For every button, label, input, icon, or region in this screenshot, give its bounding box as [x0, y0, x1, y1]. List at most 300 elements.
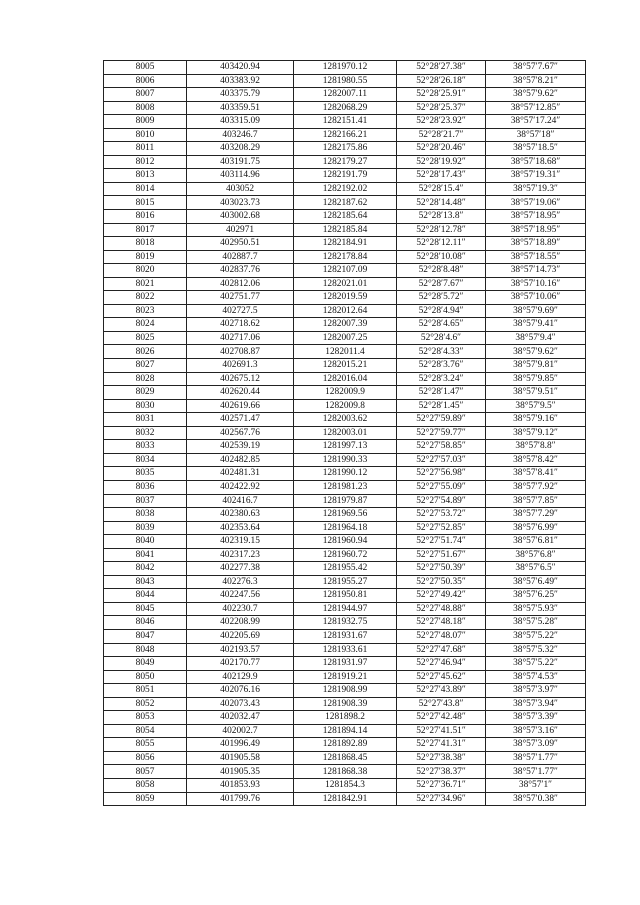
x-coordinate-cell: 402319.15: [187, 535, 294, 549]
y-coordinate-cell: 1281908.99: [294, 684, 397, 698]
latitude-cell: 52°27′54.89″: [397, 494, 486, 508]
y-coordinate-cell: 1281944.97: [294, 602, 397, 616]
latitude-cell: 52°28′20.46″: [397, 142, 486, 156]
y-coordinate-cell: 1281868.38: [294, 765, 397, 779]
y-coordinate-cell: 1281931.97: [294, 657, 397, 671]
latitude-cell: 52°27′34.96″: [397, 792, 486, 806]
x-coordinate-cell: 402718.62: [187, 318, 294, 332]
table-row: [104, 521, 586, 535]
point-number-cell: 8044: [104, 589, 187, 603]
x-coordinate-cell: 402230.7: [187, 602, 294, 616]
longitude-cell: 38°57′3.97″: [486, 684, 586, 698]
latitude-cell: 52°27′53.72″: [397, 508, 486, 522]
latitude-cell: 52°28′7.67″: [397, 277, 486, 291]
x-coordinate-cell: 402567.76: [187, 426, 294, 440]
point-number-cell: 8009: [104, 115, 187, 129]
x-coordinate-cell: 402247.56: [187, 589, 294, 603]
table-row: [104, 196, 586, 210]
y-coordinate-cell: 1281950.81: [294, 589, 397, 603]
latitude-cell: 52°28′3.76″: [397, 359, 486, 373]
longitude-cell: 38°57′9.51″: [486, 386, 586, 400]
x-coordinate-cell: 402205.69: [187, 629, 294, 643]
latitude-cell: 52°27′43.89″: [397, 684, 486, 698]
table-row: [104, 61, 586, 75]
longitude-cell: 38°57′18.95″: [486, 223, 586, 237]
x-coordinate-cell: 401853.93: [187, 778, 294, 792]
y-coordinate-cell: 1282166.21: [294, 128, 397, 142]
point-number-cell: 8005: [104, 61, 187, 75]
latitude-cell: 52°28′19.92″: [397, 155, 486, 169]
x-coordinate-cell: 403114.96: [187, 169, 294, 183]
y-coordinate-cell: 1282016.04: [294, 372, 397, 386]
table-row: [104, 643, 586, 657]
table-row: [104, 88, 586, 102]
longitude-cell: 38°57′6.49″: [486, 575, 586, 589]
y-coordinate-cell: 1282178.84: [294, 250, 397, 264]
x-coordinate-cell: 402708.87: [187, 345, 294, 359]
latitude-cell: 52°27′45.62″: [397, 670, 486, 684]
x-coordinate-cell: 403375.79: [187, 88, 294, 102]
point-number-cell: 8034: [104, 453, 187, 467]
y-coordinate-cell: 1282007.11: [294, 88, 397, 102]
latitude-cell: 52°28′21.7″: [397, 128, 486, 142]
table-row: [104, 535, 586, 549]
y-coordinate-cell: 1282009.9: [294, 386, 397, 400]
longitude-cell: 38°57′9.62″: [486, 88, 586, 102]
y-coordinate-cell: 1281960.94: [294, 535, 397, 549]
longitude-cell: 38°57′12.85″: [486, 101, 586, 115]
longitude-cell: 38°57′3.94″: [486, 697, 586, 711]
table-row: [104, 142, 586, 156]
longitude-cell: 38°57′9.16″: [486, 413, 586, 427]
x-coordinate-cell: 402971: [187, 223, 294, 237]
table-row: [104, 508, 586, 522]
x-coordinate-cell: 402887.7: [187, 250, 294, 264]
x-coordinate-cell: 402620.44: [187, 386, 294, 400]
latitude-cell: 52°27′56.98″: [397, 467, 486, 481]
x-coordinate-cell: 402727.5: [187, 304, 294, 318]
point-number-cell: 8011: [104, 142, 187, 156]
table-row: [104, 616, 586, 630]
y-coordinate-cell: 1281964.18: [294, 521, 397, 535]
table-row: [104, 792, 586, 806]
y-coordinate-cell: 1282179.27: [294, 155, 397, 169]
y-coordinate-cell: 1281990.33: [294, 453, 397, 467]
latitude-cell: 52°28′27.38″: [397, 61, 486, 75]
latitude-cell: 52°27′48.07″: [397, 629, 486, 643]
latitude-cell: 52°28′26.18″: [397, 74, 486, 88]
x-coordinate-cell: 403315.09: [187, 115, 294, 129]
point-number-cell: 8032: [104, 426, 187, 440]
latitude-cell: 52°28′1.45″: [397, 399, 486, 413]
longitude-cell: 38°57′9.12″: [486, 426, 586, 440]
x-coordinate-cell: 402002.7: [187, 724, 294, 738]
table-row: [104, 480, 586, 494]
x-coordinate-cell: 403191.75: [187, 155, 294, 169]
latitude-cell: 52°27′49.42″: [397, 589, 486, 603]
latitude-cell: 52°27′51.74″: [397, 535, 486, 549]
x-coordinate-cell: 403420.94: [187, 61, 294, 75]
latitude-cell: 52°27′42.48″: [397, 711, 486, 725]
x-coordinate-cell: 402170.77: [187, 657, 294, 671]
latitude-cell: 52°27′46.94″: [397, 657, 486, 671]
table-row: [104, 548, 586, 562]
x-coordinate-cell: 402353.64: [187, 521, 294, 535]
y-coordinate-cell: 1282185.64: [294, 210, 397, 224]
x-coordinate-cell: 402571.47: [187, 413, 294, 427]
point-number-cell: 8008: [104, 101, 187, 115]
y-coordinate-cell: 1281980.55: [294, 74, 397, 88]
latitude-cell: 52°28′12.11″: [397, 237, 486, 251]
table-row: [104, 589, 586, 603]
y-coordinate-cell: 1282011.4: [294, 345, 397, 359]
table-row: [104, 684, 586, 698]
latitude-cell: 52°28′17.43″: [397, 169, 486, 183]
latitude-cell: 52°27′36.71″: [397, 778, 486, 792]
y-coordinate-cell: 1281908.39: [294, 697, 397, 711]
point-number-cell: 8046: [104, 616, 187, 630]
y-coordinate-cell: 1282184.91: [294, 237, 397, 251]
longitude-cell: 38°57′9.5″: [486, 399, 586, 413]
table-row: [104, 291, 586, 305]
point-number-cell: 8052: [104, 697, 187, 711]
point-number-cell: 8031: [104, 413, 187, 427]
table-row: [104, 155, 586, 169]
table-row: [104, 359, 586, 373]
y-coordinate-cell: 1281990.12: [294, 467, 397, 481]
table-row: [104, 264, 586, 278]
longitude-cell: 38°57′9.62″: [486, 345, 586, 359]
table-row: [104, 128, 586, 142]
longitude-cell: 38°57′1″: [486, 778, 586, 792]
point-number-cell: 8023: [104, 304, 187, 318]
x-coordinate-cell: 403208.29: [187, 142, 294, 156]
latitude-cell: 52°27′59.77″: [397, 426, 486, 440]
y-coordinate-cell: 1282187.62: [294, 196, 397, 210]
x-coordinate-cell: 402276.3: [187, 575, 294, 589]
longitude-cell: 38°57′3.39″: [486, 711, 586, 725]
point-number-cell: 8026: [104, 345, 187, 359]
table-row: [104, 345, 586, 359]
y-coordinate-cell: 1281892.89: [294, 738, 397, 752]
longitude-cell: 38°57′8.42″: [486, 453, 586, 467]
point-number-cell: 8016: [104, 210, 187, 224]
y-coordinate-cell: 1281842.91: [294, 792, 397, 806]
x-coordinate-cell: 401996.49: [187, 738, 294, 752]
latitude-cell: 52°28′4.6″: [397, 331, 486, 345]
point-number-cell: 8057: [104, 765, 187, 779]
point-number-cell: 8055: [104, 738, 187, 752]
latitude-cell: 52°27′55.09″: [397, 480, 486, 494]
latitude-cell: 52°28′13.8″: [397, 210, 486, 224]
y-coordinate-cell: 1282068.29: [294, 101, 397, 115]
table-row: [104, 562, 586, 576]
y-coordinate-cell: 1282185.84: [294, 223, 397, 237]
latitude-cell: 52°28′14.48″: [397, 196, 486, 210]
table-row: [104, 724, 586, 738]
y-coordinate-cell: 1281955.42: [294, 562, 397, 576]
latitude-cell: 52°28′8.48″: [397, 264, 486, 278]
table-row: [104, 74, 586, 88]
latitude-cell: 52°28′23.92″: [397, 115, 486, 129]
longitude-cell: 38°57′6.25″: [486, 589, 586, 603]
x-coordinate-cell: 403052: [187, 182, 294, 196]
table-row: [104, 657, 586, 671]
x-coordinate-cell: 402691.3: [187, 359, 294, 373]
point-number-cell: 8053: [104, 711, 187, 725]
y-coordinate-cell: 1282191.79: [294, 169, 397, 183]
point-number-cell: 8021: [104, 277, 187, 291]
table-row: [104, 331, 586, 345]
latitude-cell: 52°27′41.31″: [397, 738, 486, 752]
table-row: [104, 372, 586, 386]
y-coordinate-cell: 1282107.09: [294, 264, 397, 278]
table-row: [104, 169, 586, 183]
x-coordinate-cell: 402277.38: [187, 562, 294, 576]
y-coordinate-cell: 1282007.25: [294, 331, 397, 345]
latitude-cell: 52°27′43.8″: [397, 697, 486, 711]
point-number-cell: 8050: [104, 670, 187, 684]
longitude-cell: 38°57′5.93″: [486, 602, 586, 616]
longitude-cell: 38°57′9.41″: [486, 318, 586, 332]
point-number-cell: 8007: [104, 88, 187, 102]
point-number-cell: 8015: [104, 196, 187, 210]
y-coordinate-cell: 1281933.61: [294, 643, 397, 657]
table-row: [104, 440, 586, 454]
longitude-cell: 38°57′18.89″: [486, 237, 586, 251]
table-row: [104, 115, 586, 129]
table-row: [104, 426, 586, 440]
y-coordinate-cell: 1282192.02: [294, 182, 397, 196]
latitude-cell: 52°27′47.68″: [397, 643, 486, 657]
longitude-cell: 38°57′19.31″: [486, 169, 586, 183]
table-row: [104, 629, 586, 643]
x-coordinate-cell: 402129.9: [187, 670, 294, 684]
longitude-cell: 38°57′7.92″: [486, 480, 586, 494]
longitude-cell: 38°57′6.5″: [486, 562, 586, 576]
point-number-cell: 8036: [104, 480, 187, 494]
point-number-cell: 8028: [104, 372, 187, 386]
longitude-cell: 38°57′5.28″: [486, 616, 586, 630]
x-coordinate-cell: 402539.19: [187, 440, 294, 454]
point-number-cell: 8017: [104, 223, 187, 237]
point-number-cell: 8025: [104, 331, 187, 345]
y-coordinate-cell: 1282003.01: [294, 426, 397, 440]
y-coordinate-cell: 1281898.2: [294, 711, 397, 725]
point-number-cell: 8027: [104, 359, 187, 373]
point-number-cell: 8030: [104, 399, 187, 413]
latitude-cell: 52°28′15.4″: [397, 182, 486, 196]
longitude-cell: 38°57′8.41″: [486, 467, 586, 481]
y-coordinate-cell: 1282009.8: [294, 399, 397, 413]
point-number-cell: 8039: [104, 521, 187, 535]
longitude-cell: 38°57′17.24″: [486, 115, 586, 129]
point-number-cell: 8038: [104, 508, 187, 522]
point-number-cell: 8029: [104, 386, 187, 400]
longitude-cell: 38°57′4.53″: [486, 670, 586, 684]
longitude-cell: 38°57′9.81″: [486, 359, 586, 373]
latitude-cell: 52°28′25.37″: [397, 101, 486, 115]
y-coordinate-cell: 1281894.14: [294, 724, 397, 738]
latitude-cell: 52°28′4.33″: [397, 345, 486, 359]
y-coordinate-cell: 1281981.23: [294, 480, 397, 494]
longitude-cell: 38°57′7.29″: [486, 508, 586, 522]
latitude-cell: 52°27′38.38″: [397, 751, 486, 765]
longitude-cell: 38°57′9.69″: [486, 304, 586, 318]
point-number-cell: 8041: [104, 548, 187, 562]
x-coordinate-cell: 401799.76: [187, 792, 294, 806]
x-coordinate-cell: 402193.57: [187, 643, 294, 657]
longitude-cell: 38°57′18.95″: [486, 210, 586, 224]
longitude-cell: 38°57′0.38″: [486, 792, 586, 806]
table-row: [104, 223, 586, 237]
y-coordinate-cell: 1282019.59: [294, 291, 397, 305]
longitude-cell: 38°57′3.09″: [486, 738, 586, 752]
table-row: [104, 386, 586, 400]
x-coordinate-cell: 402751.77: [187, 291, 294, 305]
table-row: [104, 399, 586, 413]
point-number-cell: 8035: [104, 467, 187, 481]
y-coordinate-cell: 1281969.56: [294, 508, 397, 522]
latitude-cell: 52°28′12.78″: [397, 223, 486, 237]
longitude-cell: 38°57′8.21″: [486, 74, 586, 88]
longitude-cell: 38°57′18.55″: [486, 250, 586, 264]
y-coordinate-cell: 1281970.12: [294, 61, 397, 75]
x-coordinate-cell: 403002.68: [187, 210, 294, 224]
latitude-cell: 52°28′10.08″: [397, 250, 486, 264]
x-coordinate-cell: 402208.99: [187, 616, 294, 630]
table-row: [104, 765, 586, 779]
table-row: [104, 210, 586, 224]
longitude-cell: 38°57′18.68″: [486, 155, 586, 169]
table-row: [104, 304, 586, 318]
x-coordinate-cell: 402073.43: [187, 697, 294, 711]
table-row: [104, 467, 586, 481]
x-coordinate-cell: 402812.06: [187, 277, 294, 291]
x-coordinate-cell: 402482.85: [187, 453, 294, 467]
latitude-cell: 52°28′3.24″: [397, 372, 486, 386]
x-coordinate-cell: 402422.92: [187, 480, 294, 494]
latitude-cell: 52°28′5.72″: [397, 291, 486, 305]
point-number-cell: 8054: [104, 724, 187, 738]
point-number-cell: 8006: [104, 74, 187, 88]
point-number-cell: 8024: [104, 318, 187, 332]
y-coordinate-cell: 1281979.87: [294, 494, 397, 508]
x-coordinate-cell: 401905.35: [187, 765, 294, 779]
latitude-cell: 52°28′4.94″: [397, 304, 486, 318]
x-coordinate-cell: 403023.73: [187, 196, 294, 210]
x-coordinate-cell: 402416.7: [187, 494, 294, 508]
y-coordinate-cell: 1282021.01: [294, 277, 397, 291]
y-coordinate-cell: 1282007.39: [294, 318, 397, 332]
y-coordinate-cell: 1281868.45: [294, 751, 397, 765]
y-coordinate-cell: 1282012.64: [294, 304, 397, 318]
latitude-cell: 52°27′41.51″: [397, 724, 486, 738]
y-coordinate-cell: 1281854.3: [294, 778, 397, 792]
table-row: [104, 237, 586, 251]
point-number-cell: 8020: [104, 264, 187, 278]
table-row: [104, 182, 586, 196]
table-row: [104, 697, 586, 711]
x-coordinate-cell: 403359.51: [187, 101, 294, 115]
y-coordinate-cell: 1282175.86: [294, 142, 397, 156]
point-number-cell: 8049: [104, 657, 187, 671]
coordinate-table: [103, 60, 586, 806]
table-row: [104, 494, 586, 508]
longitude-cell: 38°57′18.5″: [486, 142, 586, 156]
latitude-cell: 52°27′50.35″: [397, 575, 486, 589]
point-number-cell: 8014: [104, 182, 187, 196]
latitude-cell: 52°28′1.47″: [397, 386, 486, 400]
longitude-cell: 38°57′5.22″: [486, 657, 586, 671]
x-coordinate-cell: 403246.7: [187, 128, 294, 142]
y-coordinate-cell: 1281931.67: [294, 629, 397, 643]
y-coordinate-cell: 1282003.62: [294, 413, 397, 427]
table-row: [104, 413, 586, 427]
table-row: [104, 738, 586, 752]
longitude-cell: 38°57′6.81″: [486, 535, 586, 549]
table-row: [104, 277, 586, 291]
x-coordinate-cell: 402481.31: [187, 467, 294, 481]
table-row: [104, 751, 586, 765]
point-number-cell: 8045: [104, 602, 187, 616]
x-coordinate-cell: 402032.47: [187, 711, 294, 725]
point-number-cell: 8042: [104, 562, 187, 576]
longitude-cell: 38°57′10.16″: [486, 277, 586, 291]
table-row: [104, 318, 586, 332]
x-coordinate-cell: 402317.23: [187, 548, 294, 562]
table-row: [104, 575, 586, 589]
table-row: [104, 670, 586, 684]
x-coordinate-cell: 402076.16: [187, 684, 294, 698]
longitude-cell: 38°57′6.99″: [486, 521, 586, 535]
point-number-cell: 8033: [104, 440, 187, 454]
longitude-cell: 38°57′19.06″: [486, 196, 586, 210]
point-number-cell: 8013: [104, 169, 187, 183]
point-number-cell: 8056: [104, 751, 187, 765]
x-coordinate-cell: 402717.06: [187, 331, 294, 345]
point-number-cell: 8051: [104, 684, 187, 698]
longitude-cell: 38°57′9.85″: [486, 372, 586, 386]
longitude-cell: 38°57′9.4″: [486, 331, 586, 345]
longitude-cell: 38°57′1.77″: [486, 765, 586, 779]
point-number-cell: 8018: [104, 237, 187, 251]
latitude-cell: 52°27′52.85″: [397, 521, 486, 535]
latitude-cell: 52°27′51.67″: [397, 548, 486, 562]
latitude-cell: 52°28′4.65″: [397, 318, 486, 332]
y-coordinate-cell: 1282151.41: [294, 115, 397, 129]
table-row: [104, 250, 586, 264]
latitude-cell: 52°27′50.39″: [397, 562, 486, 576]
latitude-cell: 52°27′38.37″: [397, 765, 486, 779]
point-number-cell: 8048: [104, 643, 187, 657]
point-number-cell: 8043: [104, 575, 187, 589]
longitude-cell: 38°57′5.32″: [486, 643, 586, 657]
coordinate-table-body: [104, 61, 586, 806]
point-number-cell: 8010: [104, 128, 187, 142]
latitude-cell: 52°28′25.91″: [397, 88, 486, 102]
table-row: [104, 602, 586, 616]
y-coordinate-cell: 1281932.75: [294, 616, 397, 630]
x-coordinate-cell: 402380.63: [187, 508, 294, 522]
longitude-cell: 38°57′18″: [486, 128, 586, 142]
point-number-cell: 8047: [104, 629, 187, 643]
point-number-cell: 8040: [104, 535, 187, 549]
longitude-cell: 38°57′5.22″: [486, 629, 586, 643]
y-coordinate-cell: 1282015.21: [294, 359, 397, 373]
longitude-cell: 38°57′19.3″: [486, 182, 586, 196]
longitude-cell: 38°57′14.73″: [486, 264, 586, 278]
